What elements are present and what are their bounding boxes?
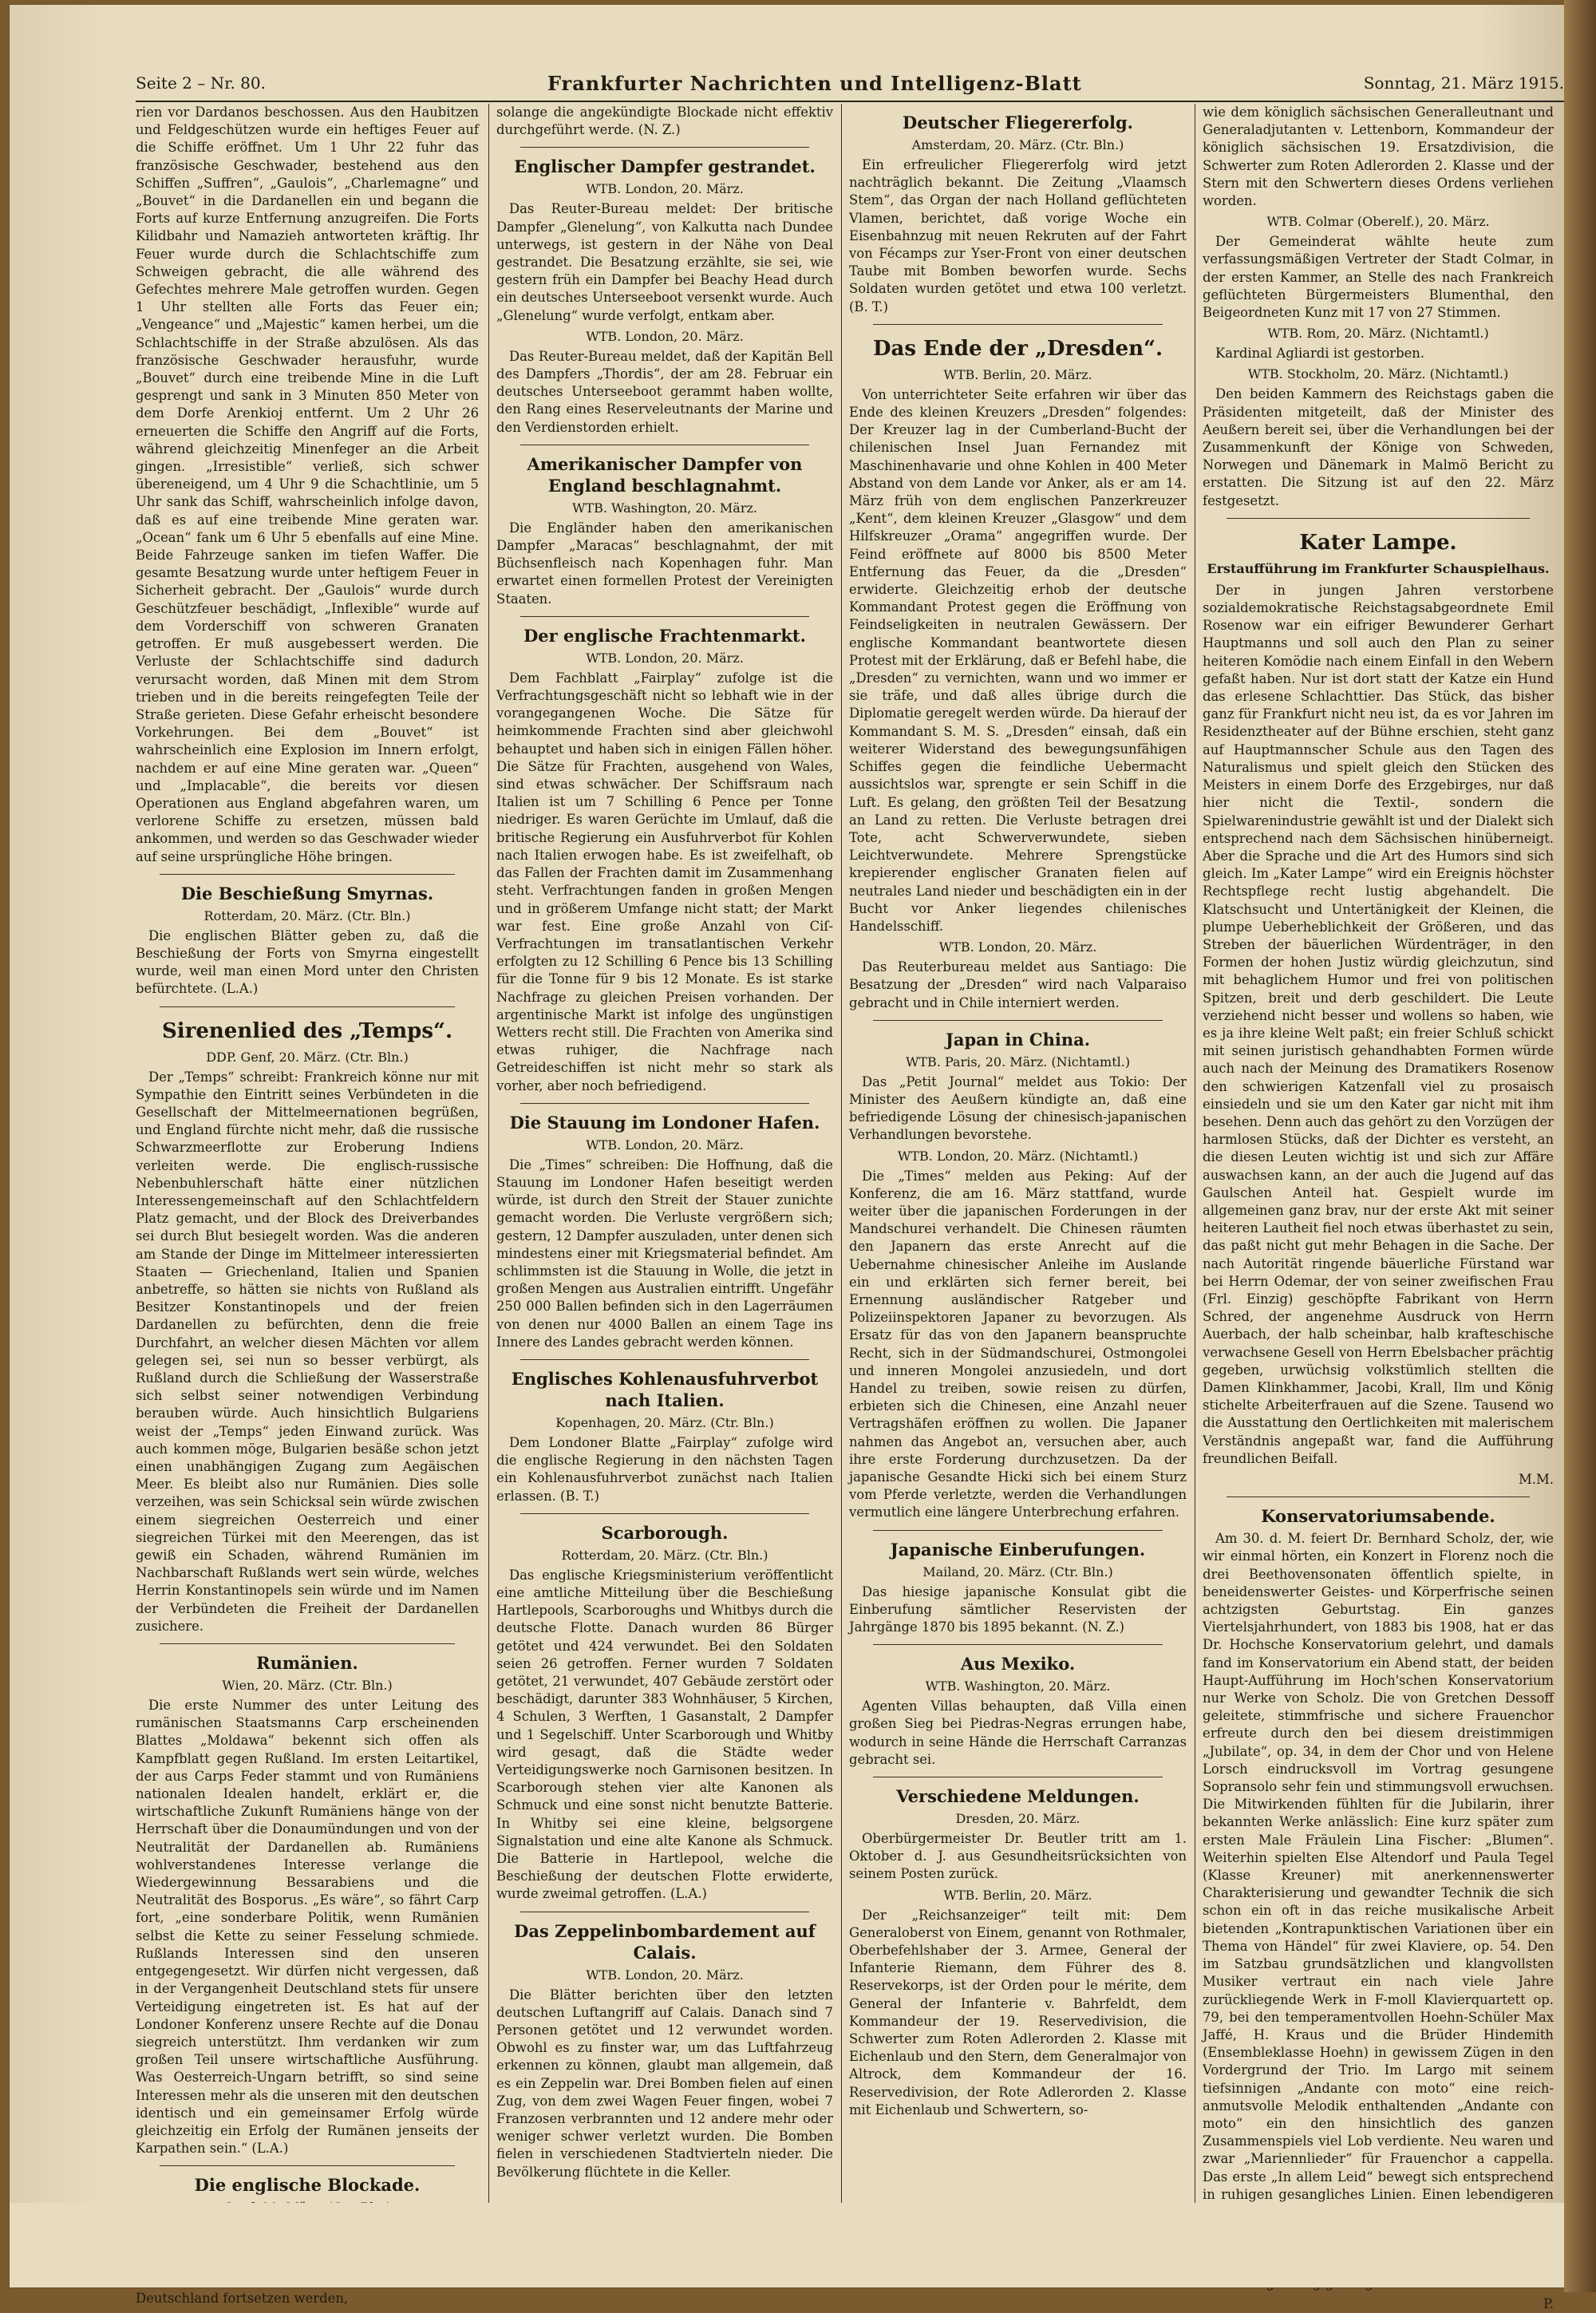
dateline: WTB. London, 20. März. bbox=[938, 939, 1097, 955]
article-text: Das „Petit Journal“ meldet aus Tokio: Der Minister des Aeußern kündigte an, daß eine befriedigende Lösung der chinesisch-japanischen Verhandlungen bevorstehe. bbox=[849, 1073, 1187, 1143]
article-text: Die „Times“ schreiben: Die Hoffnung, daß die Stauung im Londoner Hafen beseitigt werden würde, ist durch den Streit der Stauer zunichte gemacht worden. Die Verluste vergrößern sich; gestern, 12 Dampfer auszuladen, unter denen sich mindestens einer mit Kriegsmaterial befindet. Am schlimmsten ist die Stauung in Wolle, die jetzt in großen Mengen aus Australien eintrifft. Ungefähr 250 000 Ballen befinden sich in den Lagerräumen von denen nur 4000 Ballen an einem Tage ins Innere des Landes gebracht werden können. bbox=[496, 1156, 833, 1350]
article-title: Sirenenlied des „Temps“. bbox=[161, 1018, 453, 1043]
dateline: WTB. Stockholm, 20. März. (Nichtamtl.) bbox=[1247, 366, 1509, 382]
article-text: Der „Temps“ schreibt: Frankreich könne nur mit Sympathie den Eintritt seines Verbündeten in die Gesellschaft der Mittelmeernationen begrüßen, und England fürchte nicht mehr, daß die russische Schwarzmeerflotte zur Eroberung Indiens verleiten werde. Die englisch-russische Nebenbuhlerschaft hätte einer nützlichen Interessengemeinschaft auf den Schlachtfeldern Platz gemacht, und der Block des Dreiverbandes sei durch Blut besiegelt worden. Was die anderen am Stande der Dinge im Mittelmeer interessierten Staaten — Griechenland, Italien und Spanien anbetreffe, so hätten sie nichts von Rußland als Besitzer Konstantinopels und der freien Dardanellen zu befürchten, denn die freie Durchfahrt, an welcher diesen Mächten vor allem gelegen sei, sei nun so besser verbürgt, als Rußland durch die Schließung der Wasserstraße sich selbst seiner notwendigen Verbindung berauben würde. Auch hinsichtlich Bulgariens weist der „Temps“ jeden Einwand zurück. Was auch kommen möge, Bulgarien besäße schon jetzt einen unabhängigen Zugang zum Aegäischen Meer. Es bleibt also nur Rumänien. Dies solle verzeihen, was sein Schicksal sein würde zwischen einem siegreichen Oesterreich und einer siegreichen Türkei mit den Meerengen, das ist gewiß ein Schaden, während Rumänien im Nachbarschaft Rußlands wert sein würde, welches Herrin Konstantinopels sein würde und im Namen der Verbündeten die Freiheit der Dardanellen zusichere. bbox=[136, 1069, 479, 1634]
article-text: Der Gemeinderat wählte heute zum verfassungsmäßigen Vertreter der Stadt Colmar, in der ersten Kammer, an Stelle des nach Frankreich geflüchteten Bürgermeisters Blumenthal, den Beigeordneten Kunz mit 17 von 27 Stimmen. bbox=[1203, 234, 1554, 321]
article-title: Kater Lampe. bbox=[1299, 530, 1457, 555]
article-title: Englischer Dampfer gestrandet. bbox=[514, 156, 816, 177]
article-text: Das englische Kriegsministerium veröffentlicht eine amtliche Mitteilung über die Beschießung Hartlepools, Scarboroughs und Whitbys durch die deutsche Flotte. Danach wurden 86 Bürger getötet und 424 verwundet. Bei den Soldaten seien 26 getroffen. Ferner wurden 7 Soldaten getötet, 21 verwundet, 407 Gebäude zerstört oder beschädigt, darunter 383 Wohnhäuser, 5 Kirchen, 4 Schulen, 3 Werften, 1 Gasanstalt, 2 Dampfer und 1 Segelschiff. Unter Scarborough und Whitby wird gesagt, daß die Städte weder Verteidigungswerke noch Garnisonen besitzen. In Scarborough stehen vier alte Kanonen als Schmuck und eine sonst nicht benutzte Batterie. In Whitby sei eine kleine, belgsorgene Signalstation und eine alte Kanone als Schmuck. Die Batterie in Hartlepool, welche die Beschießung der deutschen Flotte erwiderte, wurde zweimal getroffen. (L.A.) bbox=[496, 1567, 833, 1902]
article-text: Die englischen Blätter geben zu, daß die Beschießung der Forts von Smyrna eingestellt wurde, weil man einen Mord unter den Christen befürchtete. (L.A.) bbox=[136, 927, 479, 997]
article-text: Der „Reichsanzeiger“ teilt mit: Dem Generaloberst von Einem, genannt von Rothmaler, Oberbefehlshaber der 3. Armee, General der Infanterie Riemann, dem Führer des 8. Reservekorps, ist der Orden pour le mérite, dem General der Infanterie v. Bahrfeldt, dem Kommandeur der 19. Reservedivision, die Schwerter zum Roten Adlerorden 2. Klasse mit Eichenlaub und den Stern, dem Generalmajor von Altrock, dem Kommandeur der 16. Reservedivision, der Rote Adlerorden 2. Klasse mit Eichenlaub und Schwertern, so- bbox=[849, 1907, 1187, 2117]
column-4 bbox=[1203, 104, 1554, 2311]
article-text: Ein erfreulicher Fliegererfolg wird jetzt nachträglich bekannt. Die Zeitung „Vlaamsch Stem“, das Organ der nach Holland geflüchteten Vlamen, berichtet, daß vorige Woche ein Eisenbahnzug mit neuen Rekruten auf der Fahrt von Fécamps zur Yser-Front von einer deutschen Taube mit Bomben beworfen wurde. Sechs Soldaten wurden getötet und etwa 100 verletzt. (B. T.) bbox=[849, 157, 1187, 314]
dateline: WTB. London, 20. März. bbox=[586, 1967, 744, 1983]
article-title: Rumänien. bbox=[256, 1653, 358, 1674]
page-header bbox=[136, 65, 1564, 102]
article-title: Die englische Blockade. bbox=[194, 2175, 421, 2196]
dateline: WTB. London, 20. März. bbox=[586, 328, 744, 344]
divider bbox=[1227, 518, 1530, 519]
article-text: Der in jungen Jahren verstorbene sozialdemokratische Reichstagsabgeordnete Emil Rosenow war ein eifriger Bewunderer Gerhart Hauptmanns und soll auch den Plan zu seiner heiteren Komödie nach einem Einfall in den Webern gefaßt haben. Nur ist dort statt der Katze ein Hund das erlesene Schlachttier. Das Stück, das bisher ganz für Frankfurt nicht neu ist, da es vor Jahren im Residenztheater auf der Bühne erschien, steht ganz auf Hauptmannscher Schule aus den Tagen des Naturalismus und spielt gleich den Stücken des Meisters in einem Dorfe des Erzgebirges, nur daß hier nicht die Textil-, sondern die Spielwarenindustrie gewählt ist und der Dialekt sich entsprechend nach dem Sächsischen hinüberneigt. Aber die Sprache und die Art des Humors sind sich gleich. Im „Kater Lampe“ wird ein Ereignis höchster Rechtspflege recht lustig abgehandelt. Die Klatschsucht und Untertänigkeit der Kleinen, die plumpe Ueberheblichkeit der Größeren, und das Streben der bäuerlichen Würdenträger, in den Formen der hohen Justiz würdig gleichzutun, sind mit behaglichem Humor und frei von politischen Spitzen, breit und derb geschildert. Die Leute verziehend nicht besser und wollens so haben, wie es ja ihre kleine Welt paßt; ein freier Schluß schickt mit seinen juristisch gehandhabten Formen würde auch nach der Meinung des Dramatikers Rosenow den schwierigen Katzenfall viel zu prosaisch einsiedeln und sie um den Kater gar nicht mit ihm besehen. Denn auch das gehört zu den Vorzügen der harmlosen Stücks, daß der Dichter es versteht, an die diesen Leuten wichtig ist und sich zur Affäre auswachsen kann, an der auch die Jugend auf das Gaulschen Anteil hat. Gespielt wurde im allgemeinen ganz brav, nur der erste Akt mit seiner heiteren Lautheit fiel noch etwas überhastet zu sein, das paßt nicht gut mehr Behagen in die Sache. Der nach Autorität ringende bäuerliche Fürstand war bei Herrn Odemar, der von seiner zweifischen Frau (Frl. Einzig) geschöpfte Fabrikant von Herrn Schred, der angenehme Ausdruck von Herrn Auerbach, der halb scheinbar, halb krafteschische verwachsene Gesell von Herrn Ebelsbacher prächtig gegeben, urwüchsig volkstümlich stellten die Damen Klinkhammer, Jacobi, Krall, Ilm und König stichelte Arbeiterfrauen auf die Szene. Tausend wo die Ausstattung den Oertlichkeiten mit malerischem Verständnis angepaßt war, fand die Aufführung freundlichen Beifall. bbox=[1203, 582, 1554, 1466]
article-title: Deutscher Fliegererfolg. bbox=[903, 113, 1133, 132]
column-3 bbox=[849, 104, 1187, 2203]
column-rule bbox=[488, 104, 489, 2203]
issue-date: Sonntag, 21. März 1915. bbox=[1363, 73, 1564, 93]
dateline: Kopenhagen, 20. März. (Ctr. Bln.) bbox=[555, 1414, 774, 1430]
article-text: Von unterrichteter Seite erfahren wir über das Ende des kleinen Kreuzers „Dresden“ folgendes: Der Kreuzer lag in der Cumberland-Bucht der chilenischen Insel Juan Fernandez mit Maschinenhavarie und ohne Kohlen in 400 Meter Abstand von dem Lande vor Anker, als er am 14. März früh von dem englischen Panzerkreuzer „Kent“, dem kleinen Kreuzer „Glasgow“ und dem Hilfskreuzer „Orama“ angegriffen wurde. Der Feind eröffnete auf 8000 bis 8500 Meter Entfernung das Feuer, da die „Dresden“ erwiderte. Gleichzeitig erhob der deutsche Kommandant Protest gegen die Eröffnung von Feindseligkeiten in neutralen Gewässern. Der englische Kommandant beantwortete diesen Protest mit der Erklärung, daß er Befehl habe, die „Dresden“ zu vernichten, wann und wo immer er sie träfe, und daß alles übrige durch die Diplomatie geregelt werden würde. Da hierauf der Kommandant S. M. S. „Dresden“ einsah, daß ein weiterer Widerstand des bewegungsunfähigen Schiffes gegen die feindliche Uebermacht aussichtslos war, sprengte er sein Schiff in die Luft. Es gelang, den größten Teil der Besatzung an Land zu retten. Die Verluste betragen drei Tote, acht Schwerverwundete, sieben Leichtverwundete. Mehrere Sprengstücke krepierender englischer Granaten fielen auf neutrales Land nieder und beschädigten ein in der Bucht vor Anker liegendes chilenisches Handelsschiff. bbox=[849, 386, 1187, 934]
page-number: Seite 2 – Nr. 80. bbox=[136, 73, 266, 93]
dateline: WTB. London, 20. März. bbox=[586, 181, 744, 197]
article-title: Verschiedene Meldungen. bbox=[896, 1786, 1140, 1807]
article-text: Die Engländer haben den amerikanischen Dampfer „Maracas“ beschlagnahmt, der mit Büchsenfleisch nach Kopenhagen fuhr. Man erwartet einen formellen Protest der Vereinigten Staaten. bbox=[496, 520, 833, 607]
article-text: Das Reuter-Bureau meldet: Der britische Dampfer „Glenelung“, von Kalkutta nach Dundee unterwegs, ist gestern in der Nähe von Deal gestrandet. Die Besatzung erzählte, sie sei, wie gestern früh ein Dampfer bei Beachy Head durch ein deutsches Unterseeboot versenkt wurde. Auch „Glenelung“ wurde verfolgt, entkam aber. bbox=[496, 201, 833, 323]
divider bbox=[873, 1530, 1163, 1531]
article-title: Aus Mexiko. bbox=[960, 1654, 1076, 1674]
divider bbox=[520, 1513, 809, 1514]
article-text: Das Reuterbureau meldet aus Santiago: Die Besatzung der „Dresden“ wird nach Valparaiso gebracht und in Chile interniert werden. bbox=[849, 959, 1187, 1010]
article-text: Den beiden Kammern des Reichstags gaben die Präsidenten mitgeteilt, daß der Minister des Aeußern bereit sei, über die Verhandlungen bei der Zusammenkunft der Könige von Schweden, Norwegen und Dänemark in Malmö Bericht zu erstatten. Die Sitzung ist auf den 22. März festgesetzt. bbox=[1203, 386, 1554, 508]
dateline: Mailand, 20. März. (Ctr. Bln.) bbox=[922, 1564, 1113, 1580]
divider bbox=[520, 1103, 809, 1104]
divider bbox=[160, 1006, 455, 1007]
dateline: WTB. London, 20. März. bbox=[586, 650, 744, 666]
article-text: Agenten Villas behaupten, daß Villa einen großen Sieg bei Piedras-Negras errungen habe, wodurch in seine Hände die Herrschaft Carranzas gebracht sei. bbox=[849, 1698, 1187, 1767]
dateline: Amsterdam, 20. März. (Ctr. Bln.) bbox=[911, 137, 1124, 152]
article-title: Die Stauung im Londoner Hafen. bbox=[509, 1112, 820, 1133]
divider bbox=[160, 2165, 455, 2166]
masthead: Frankfurter Nachrichten und Intelligenz-Blatt bbox=[547, 71, 1082, 95]
divider bbox=[873, 1020, 1163, 1021]
article-text: solange die angekündigte Blockade nicht effektiv durchgeführt werde. (N. Z.) bbox=[496, 105, 833, 138]
article-subtitle: Erstaufführung im Frankfurter Schauspielhaus. bbox=[1207, 560, 1550, 576]
dateline: WTB. Paris, 20. März. (Nichtamtl.) bbox=[905, 1054, 1131, 1070]
divider bbox=[160, 1643, 455, 1644]
dateline: WTB. Washington, 20. März. bbox=[572, 500, 757, 516]
dateline: Dresden, 20. März. bbox=[955, 1811, 1080, 1827]
article-title: Das Ende der „Dresden“. bbox=[872, 336, 1163, 361]
dateline: DDP. Genf, 20. März. (Ctr. Bln.) bbox=[206, 1049, 409, 1065]
dateline: Rotterdam, 20. März. (Ctr. Bln.) bbox=[561, 1547, 768, 1563]
dateline: WTB. London, 20. März. (Nichtamtl.) bbox=[897, 1148, 1139, 1164]
column-2 bbox=[496, 104, 833, 2203]
article-text: Die Blätter berichten über den letzten deutschen Luftangriff auf Calais. Danach sind 7 Personen getötet und 12 verwundet worden. Obwohl es zu finster war, um das Luftfahrzeug erkennen zu können, glaubt man allgemein, daß es ein Zeppelin war. Drei Bomben fielen auf einen Zug, von dem zwei Wagen Feuer fingen, wobei 7 Franzosen verbrannten und 12 andere mehr oder weniger schwer verletzt wurden. Die Bomben fielen in verschiedenen Stadtvierteln nieder. Die Bevölkerung flüchtete in die Keller. bbox=[496, 1987, 833, 2180]
article-text: Kardinal Agliardi ist gestorben. bbox=[1215, 346, 1425, 362]
article-title: Konservatoriumsabende. bbox=[1261, 1506, 1495, 1527]
page-edge bbox=[1564, 0, 1596, 2292]
dateline: WTB. London, 20. März. bbox=[586, 1137, 744, 1153]
dateline: WTB. Colmar (Oberelf.), 20. März. bbox=[1266, 214, 1490, 230]
article-text: Dem Londoner Blatte „Fairplay“ zufolge wird die englische Regierung in den nächsten Tagen ein Kohlenausfuhrverbot zunächst nach Italien erlassen. (B. T.) bbox=[496, 1434, 833, 1504]
divider bbox=[520, 616, 809, 617]
divider bbox=[873, 324, 1163, 325]
article-title: Der englische Frachtenmarkt. bbox=[523, 625, 806, 646]
article-title: Amerikanischer Dampfer von England beschlagnahmt. bbox=[527, 453, 803, 496]
article-text: wie dem königlich sächsischen Generalleutnant und Generaladjutanten v. Lettenborn, Kommandeur der königlich sächsischen 19. Ersatzdivision, die Schwerter zum Roten Adlerorden 2. Klasse und der Stern mit den Schwertern dieses Ordens verliehen worden. bbox=[1203, 105, 1554, 209]
dateline: WTB. Berlin, 20. März. bbox=[943, 1887, 1092, 1903]
article-title: Japanische Einberufungen. bbox=[890, 1539, 1146, 1560]
article-text: Das Reuter-Bureau meldet, daß der Kapitän Bell des Dampfers „Thordis“, der am 28. Februar ein deutsches Unterseeboot gerammt haben wollte, den Rang eines Reserveleutnants der Marine und den Verdienstorden erhielt. bbox=[496, 348, 833, 435]
article-text: Die erste Nummer des unter Leitung des rumänischen Staatsmanns Carp erscheinenden Blattes „Moldawa“ bekennt sich offen als Kampfblatt gegen Rußland. Im ersten Leitartikel, der aus Carps Feder stammt und von Rumäniens nationalen Idealen handelt, erklärt er, die wirtschaftliche Zukunft Rumäniens hänge von der Herrschaft über die Donaumündungen und von der Neutralität der Dardanellen ab. Rumäniens wohlverstandenes Interesse verlange die Wiedergewinnung Bessarabiens und die Neutralität des Bosporus. „Es wäre“, so fährt Carp fort, „eine sonderbare Politik, wenn Rumänien selbst die Kette zu seiner Fesselung schmiede. Rußlands Interessen sind den unseren entgegengesetzt. Wir dürfen nicht vergessen, daß in der Vergangenheit Deutschland stets für unsere Verteidigung eingetreten ist. Es hat auf der Londoner Konferenz unsere Rechte auf die Donau siegreich unterstützt. Ihm verdanken wir zum großen Teil unsere wirtschaftliche Ausführung. Was Oesterreich-Ungarn betrifft, so sind seine Interessen mehr als die unseren mit den deutschen identisch und ein gemeinsamer Erfolg würde gleichzeitig ein Erfolg der Rumänen jenseits der Karpathen sein.“ (L.A.) bbox=[136, 1698, 479, 2157]
dateline: WTB. Berlin, 20. März. bbox=[943, 366, 1092, 382]
divider bbox=[520, 1359, 809, 1360]
article-text: Deutschland fortsetzen werden, bbox=[136, 2291, 349, 2307]
author-signature: P. bbox=[1543, 2295, 1554, 2311]
dateline: WTB. Washington, 20. März. bbox=[925, 1678, 1111, 1694]
dateline: Wien, 20. März. (Ctr. Bln.) bbox=[222, 1678, 393, 1694]
dateline: WTB. Rom, 20. März. (Nichtamtl.) bbox=[1267, 326, 1489, 342]
divider bbox=[160, 874, 455, 875]
article-title: Das Zeppelinbombardement auf Calais. bbox=[514, 1920, 816, 1963]
article-title: Scarborough. bbox=[601, 1522, 729, 1543]
article-title: Englisches Kohlenausfuhrverbot nach Italien. bbox=[511, 1368, 819, 1410]
article-text: Dem Fachblatt „Fairplay“ zufolge ist die Verfrachtungsgeschäft nicht so lebhaft wie in der vorangegangenen Woche. Die Sätze für heimkommende Frachten sind aber gleichwohl behauptet und haben sich in einigen Fällen höher. Die Sätze für Frachten, ausgehend von Wales, sind etwas schwächer. Der Schiffsraum nach Italien ist um 7 Schilling 6 Pence per Tonne niedriger. Es waren Gerüchte im Umlauf, daß die britische Regierung ein Ausfuhrverbot für Kohlen nach Italien erwogen habe. Es ist zweifelhaft, ob das Fallen der Frachten damit im Zusammenhang steht. Verfrachtungen fanden in großen Mengen und in größerem Umfange nicht statt; der Markt war fest. Eine große Anzahl von Ciſ-Verfrachtungen im transatlantischen Verkehr erfolgten zu 12 Schilling 6 Pence bis 13 Schilling für die Tonne für 9 bis 12 Monate. Es ist starke Nachfrage zu gleichen Preisen vorhanden. Der argentinische Markt ist infolge des ungünstigen Wetters recht still. Die Frachten von Amerika sind etwas ruhiger, die Nachfrage nach Getreideschiffen ist nicht mehr so stark als vorher, aber noch befriedigend. bbox=[496, 670, 833, 1093]
article-text: Oberbürgermeister Dr. Beutler tritt am 1. Oktober d. J. aus Gesundheitsrücksichten von seinem Posten zurück. bbox=[849, 1831, 1187, 1882]
divider bbox=[873, 1644, 1163, 1645]
column-rule bbox=[841, 104, 842, 2203]
page-bottom-margin bbox=[10, 2203, 1564, 2287]
article-text: rien vor Dardanos beschossen. Aus den Haubitzen und Feldgeschützen wurde ein heftiges Feuer auf die Schiffe eröffnet. Um 1 Uhr 22 fuhr das französische Geschwader, bestehend aus den Schiffen „Suffren“, „Gaulois“, „Charlemagne“ und „Bouvet“ in die Dardanellen ein und begann die Forts auf kurze Entfernung anzugreifen. Die Forts Kilidbahr und Namazieh antworteten kräftig. Ihr Feuer wurde durch die Schlachtschiffe zum Schweigen gebracht, die alle während des Gefechtes mehrere Male getroffen wurden. Gegen 1 Uhr stellten alle Forts das Feuer ein; „Vengeance“ und „Majestic“ kamen herbei, um die Schlachtschiffe in der Straße abzulösen. Als das französische Geschwader herausfuhr, wurde „Bouvet“ durch eine treibende Mine in die Luft gesprengt und sank in 3 Minuten 850 Meter von dem Dorfe Arenkioj entfernt. Um 2 Uhr 26 erneuerten die Schiffe den Angriff auf die Forts, während gleichzeitig Minenfeger an die Arbeit gingen. „Irresistible“ verließ, sich schwer übereneigend, um 4 Uhr 9 die Schachtlinie, um 5 Uhr sank das Schiff, wahrscheinlich infolge davon, daß es auf eine treibende Mine geraten war. „Ocean“ fank um 6 Uhr 5 ebenfalls auf eine Mine. Beide Fahrzeuge sanken im tiefen Waffer. Die gesamte Besatzung wurde unter heftigem Feuer in Sicherheit gebracht. Der „Gaulois“ wurde durch Geschützfeuer beschädigt, „Inflexible“ wurde auf dem Vorderschiff von schweren Granaten getroffen. Er muß ausgebessert werden. Die Verluste der Schlachtschiffe sind dadurch verursacht worden, daß Minen mit dem Strom trieben und in die bereits reingefegten Teile der Straße gerieten. Diese Gefahr erheischt besondere Vorkehrungen. Bei dem „Bouvet“ ist wahrscheinlich eine Explosion im Innern erfolgt, nachdem er auf eine Mine geraten war. „Queen“ und „Implacable“, die bereits vor diesen Operationen aus England abgefahren waren, um verlorene Schiffe zu ersetzen, müssen bald ankommen, und werden so das Geschwader wieder auf seine ursprüngliche Höhe bringen. bbox=[136, 105, 479, 864]
article-title: Die Beschießung Smyrnas. bbox=[180, 883, 434, 903]
article-text: Die „Times“ melden aus Peking: Auf der Konferenz, die am 16. März stattfand, wurde weiter über die japanischen Forderungen in der Mandschurei verhandelt. Die Chinesen räumten den Japanern das erste Anrecht auf die Uebernahme chinesischer Anleihe im Auslande ein und erklärten sich ferner bereit, bei Ernennung ausländischer Ratgeber und Polizeiinspektoren Japaner zu bevorzugen. Als Ersatz für das von den Japanern beanspruchte Recht, sich in der Südmandschurei, Ostmongolei und inneren Mongolei anzusiedeln, und dort Handel zu treiben, sowie reisen zu dürfen, erbieten sich die Chinesen, eine Anzahl neuer Vertragshäfen eröffnen zu wollen. Die Japaner nahmen das Angebot an, versuchen aber, auch ihre erste Forderung durchzusetzen. Da der japanische Gesandte Hicki sich bei einem Sturz vom Pferde verletzte, werden die Verhandlungen vermutlich eine längere Unterbrechung erfahren. bbox=[849, 1168, 1187, 1520]
column-1 bbox=[136, 104, 479, 2307]
author-signature: M.M. bbox=[1519, 1472, 1554, 1488]
dateline: Rotterdam, 20. März. (Ctr. Bln.) bbox=[203, 907, 411, 923]
article-title: Japan in China. bbox=[945, 1029, 1091, 1050]
article-text: Das hiesige japanische Konsulat gibt die Einberufung sämtlicher Reservisten der Jahrgänge 1870 bis 1895 bekannt. (N. Z.) bbox=[849, 1584, 1187, 1635]
article-text: Am 30. d. M. feiert Dr. Bernhard Scholz, der, wie wir einmal hörten, ein Konzert in Florenz noch die drei Beethovensonaten öffentlich spielte, in beneidenswerter Geistes- und Körperfrische seinen achtzigsten Geburtstag. Ein ganzes Viertelsjahrhundert, von 1883 bis 1908, hat er das Dr. Hochsche Konservatorium gelehrt, und damals fand im Konservatorium ein Abend statt, der beiden Haupt-Aufführung im Hoch'schen Konservatorium nur Werke von Scholz. Die von Gretchen Dessoff geleitete, stimmfrische und sichere Frauenchor erfreute durch den bei diesem dreistimmigen „Jubilate“, op. 34, in dem der Chor und von Helene Lorsch eindrucksvoll im Vortrag gesungene Sopransolo sehr fein und stimmungsvoll erwuchsen. Die Mitwirkenden fühlten für die Jubilarin, ihrer bekannten Werke anlässlich: Eine kurz später zum ersten Male Fräulein Lina Fischer: „Blumen“. Weiterhin spielten Else Altendorf und Paula Tegel (Klasse Kreuner) mit anerkennenswerter Charakterisierung und gewandter Technik die sich schon ein oft in das reiche musikalische Arbeit bietenden „Kontrapunktischen Variationen über ein Thema von Händel“ für zwei Klaviere, op. 54. Den im Satzbau grundsätzlichen und klangvollsten Musiker vertraut ein nach viele Jahre zurückliegende Werk in F-moll Klavierquartett op. 79, bei den temperamentvollen Hoehn-Schüler Max Jaffé, H. Kraus und die Brüder Hindemith (Ensembleklasse Hoehn) in gewissem Zügen in den Vordergrund der Trio. Im Largo mit seinem tiefsinnigen „Andante con moto“ eine reich-anmutsvolle Melodik enthaltenden „Andante con moto“ ein den hinsichtlich des ganzen Zusammenspiels viel Lob verdiente. Neu waren und zwar „Mariennlieder“ für Frauenchor a cappella. Das erste „In allem Leid“ bewegt sich entsprechend in ruhigen gesangliches Linien. Einen lebendigeren bbox=[1203, 1531, 1554, 2202]
divider bbox=[520, 147, 809, 148]
